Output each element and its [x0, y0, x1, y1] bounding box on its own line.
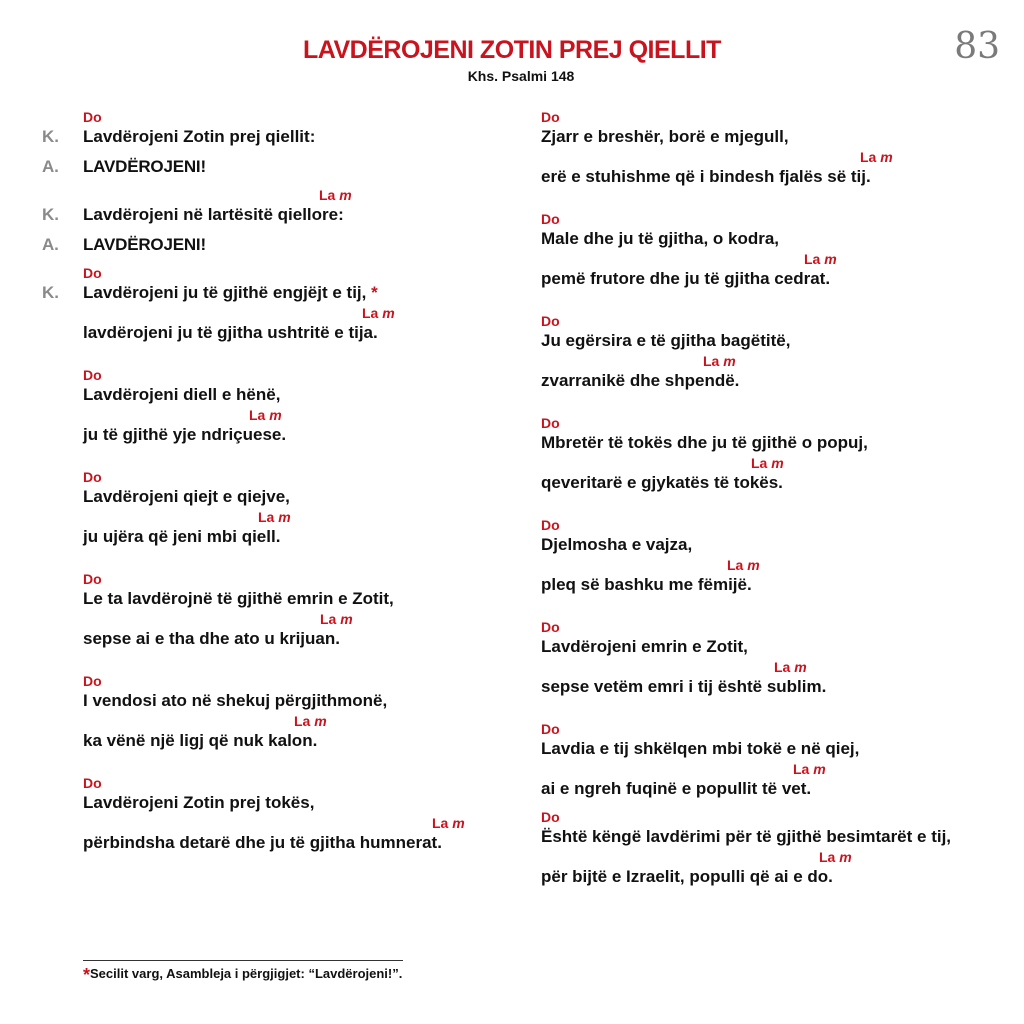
verse-line: Lavdërojeni qiejt e qiejve, [83, 487, 290, 506]
role-cantor: K. [42, 205, 59, 224]
verse-line: Lavdërojeni diell e hënë, [83, 385, 281, 404]
verse-line: I vendosi ato në shekuj përgjithmonë, [83, 691, 388, 710]
verse-line: ju të gjithë yje ndriçuese. [83, 425, 287, 444]
page-title: LAVDËROJENI ZOTIN PREJ QIELLIT [303, 36, 721, 64]
verse-line: qeveritarë e gjykatës të tokës. [541, 473, 783, 492]
verse-line: K. Lavdërojeni ju të gjithë engjëjt e tij, * [42, 283, 378, 302]
verse-line: zvarranikë dhe shpendë. [541, 371, 740, 390]
chord-do: Do [541, 313, 560, 329]
chord-do: Do [541, 415, 560, 431]
chord-do: Do [83, 367, 102, 383]
verse-line: përbindsha detarë dhe ju të gjitha humnerat. [83, 833, 442, 852]
verse-line: K. Lavdërojeni Zotin prej qiellit: [42, 127, 316, 146]
asterisk-mark: * [371, 283, 378, 302]
verse-line: Lavdia e tij shkëlqen mbi tokë e në qiej, [541, 739, 860, 758]
chord-la-m: La m [319, 187, 352, 203]
verse-line: erë e stuhishme që i bindesh fjalës së tij. [541, 167, 871, 186]
verse-line: ju ujëra që jeni mbi qiell. [83, 527, 281, 546]
verse-line: Le ta lavdërojnë të gjithë emrin e Zotit, [83, 589, 394, 608]
footnote: *Secilit varg, Asambleja i përgjigjet: “Lavdërojeni!”. [83, 965, 403, 985]
verse-line: A. LAVDËROJENI! [42, 235, 206, 254]
chord-do: Do [83, 775, 102, 791]
chord-do: Do [541, 517, 560, 533]
chord-la-m: La m [703, 353, 736, 369]
chord-la-m: La m [258, 509, 291, 525]
verse-line: lavdërojeni ju të gjitha ushtritë e tija. [83, 323, 378, 342]
page-subtitle: Khs. Psalmi 148 [467, 68, 575, 84]
chord-la-m: La m [432, 815, 465, 831]
chord-do: Do [541, 619, 560, 635]
verse-line: sepse ai e tha dhe ato u krijuan. [83, 629, 340, 648]
chord-do: Do [541, 809, 560, 825]
asterisk-mark: * [83, 965, 91, 985]
chord-la-m: La m [362, 305, 395, 321]
chord-la-m: La m [751, 455, 784, 471]
chord-la-m: La m [819, 849, 852, 865]
verse-line: për bijtë e Izraelit, populli që ai e do. [541, 867, 833, 886]
verse-line: pleq së bashku me fëmijë. [541, 575, 752, 594]
chord-la-m: La m [860, 149, 893, 165]
verse-line: Mbretër të tokës dhe ju të gjithë o popuj, [541, 433, 868, 452]
role-assembly: A. [42, 235, 59, 254]
verse-line: Lavdërojeni emrin e Zotit, [541, 637, 748, 656]
verse-line: Lavdërojeni Zotin prej tokës, [83, 793, 315, 812]
chord-la-m: La m [804, 251, 837, 267]
chord-la-m: La m [249, 407, 282, 423]
chord-la-m: La m [774, 659, 807, 675]
footnote-divider [83, 960, 403, 961]
chord-do: Do [83, 469, 102, 485]
verse-line: A. LAVDËROJENI! [42, 157, 206, 176]
verse-line: pemë frutore dhe ju të gjitha cedrat. [541, 269, 831, 288]
chord-do: Do [541, 109, 560, 125]
chord-la-m: La m [294, 713, 327, 729]
chord-la-m: La m [320, 611, 353, 627]
verse-line: K. Lavdërojeni në lartësitë qiellore: [42, 205, 344, 224]
verse-line: Djelmosha e vajza, [541, 535, 693, 554]
role-cantor: K. [42, 283, 59, 302]
role-assembly: A. [42, 157, 59, 176]
chord-la-m: La m [793, 761, 826, 777]
page-number: 83 [954, 26, 1000, 67]
verse-line: Është këngë lavdërimi për të gjithë besimtarët e tij, [541, 827, 952, 846]
chord-la-m: La m [727, 557, 760, 573]
chord-do: Do [541, 211, 560, 227]
chord-do: Do [83, 109, 102, 125]
verse-line: ka vënë një ligj që nuk kalon. [83, 731, 318, 750]
chord-do: Do [83, 673, 102, 689]
verse-line: Zjarr e breshër, borë e mjegull, [541, 127, 789, 146]
role-cantor: K. [42, 127, 59, 146]
chord-do: Do [83, 265, 102, 281]
verse-line: Ju egërsira e të gjitha bagëtitë, [541, 331, 791, 350]
verse-line: ai e ngreh fuqinë e popullit të vet. [541, 779, 812, 798]
left-column [42, 108, 512, 854]
chord-do: Do [541, 721, 560, 737]
right-column [541, 108, 1011, 888]
verse-line: sepse vetëm emri i tij është sublim. [541, 677, 827, 696]
verse-line: Male dhe ju të gjitha, o kodra, [541, 229, 780, 248]
chord-do: Do [83, 571, 102, 587]
